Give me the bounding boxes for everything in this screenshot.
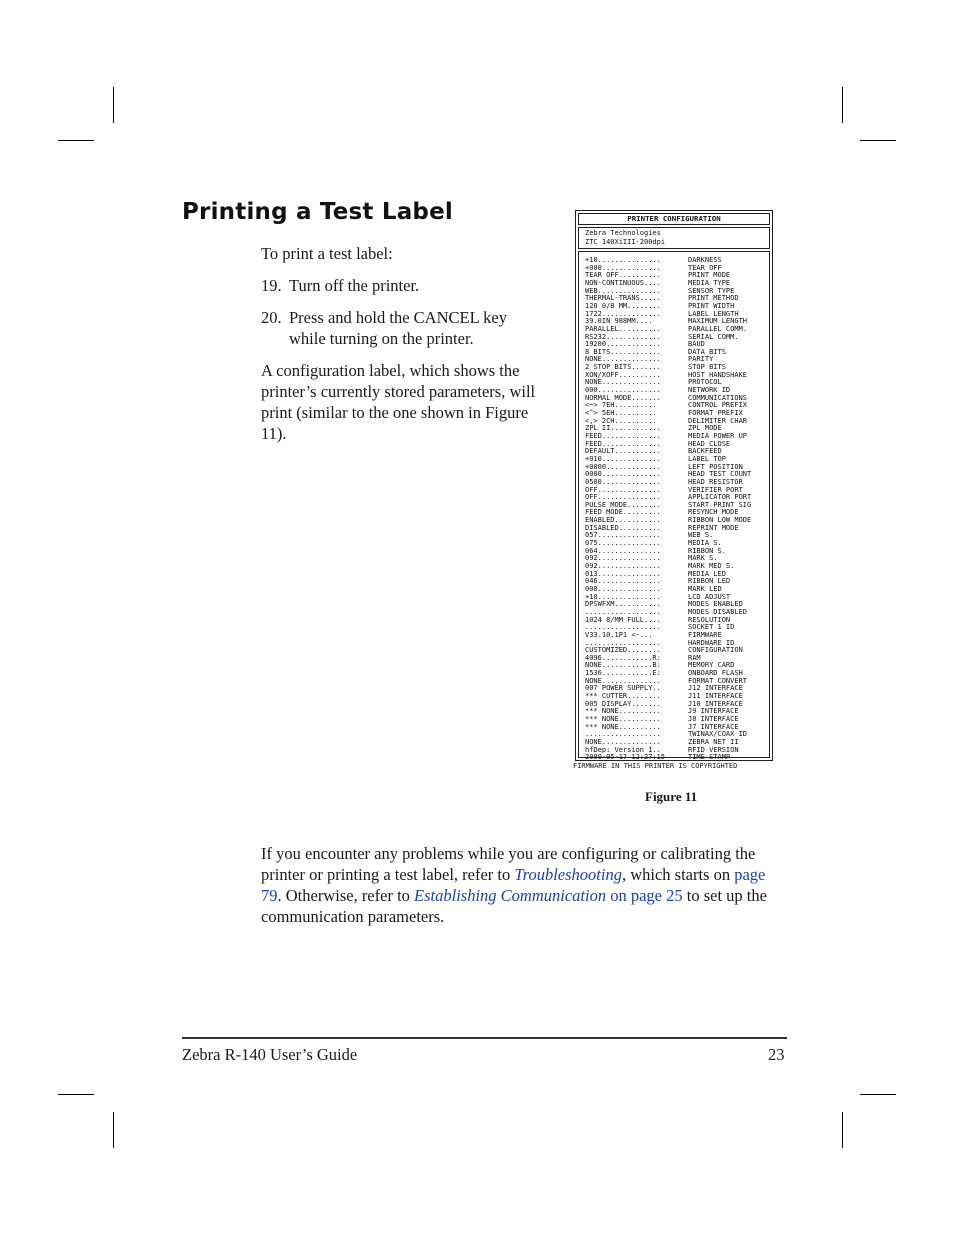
- config-row-value: ..................: [585, 623, 661, 632]
- config-row-label: PRINT METHOD: [688, 294, 739, 303]
- config-row-value: 2 STOP BITS.......: [585, 363, 661, 372]
- config-row-label: HEAD TEST COUNT: [688, 470, 752, 479]
- config-row-label: ONBOARD FLASH: [688, 669, 743, 678]
- figure-caption: Figure 11: [645, 789, 698, 804]
- config-row-value: ..................: [585, 638, 661, 647]
- crop-mark: [842, 1112, 843, 1148]
- config-row-value: NONE..............: [585, 355, 661, 364]
- intro-text: To print a test label:: [261, 244, 393, 263]
- config-row-value: *** CUTTER........: [585, 692, 661, 701]
- crop-mark: [58, 140, 94, 141]
- config-row-label: REPRINT MODE: [688, 523, 739, 532]
- config-row-label: WEB S.: [688, 531, 714, 540]
- config-row-label: MEDIA S.: [688, 539, 722, 548]
- config-row-label: HEAD CLOSE: [688, 439, 731, 448]
- config-row-label: FIRMWARE: [688, 630, 722, 639]
- config-row-label: APPLICATOR PORT: [688, 493, 752, 502]
- crop-mark: [113, 87, 114, 123]
- config-label-list: [578, 251, 770, 762]
- config-row-label: SERIAL COMM.: [688, 332, 739, 341]
- config-row-value: ENABLED...........: [585, 516, 661, 525]
- config-row-label: PARALLEL COMM.: [688, 324, 748, 333]
- config-label-header: PRINTER CONFIGURATION: [578, 213, 770, 225]
- establishing-communication-link[interactable]: Establishing Communication on page 25: [414, 886, 683, 905]
- config-row-label: CONFIGURATION: [688, 646, 743, 655]
- config-row-label: RAM: [688, 653, 701, 662]
- config-row-value: <^> 5EH..........: [585, 409, 657, 417]
- config-row-value: THERMAL-TRANS.....: [585, 294, 661, 303]
- closing-paragraph: If you encounter any problems while you are configuring or calibrating the printer or printing a test label, refer to Troubleshooting, which starts on page 79. Otherwise, refer to Establishing Communication on page 25 to set up the communication parameters.: [261, 844, 767, 926]
- config-row-label: NETWORK ID: [688, 386, 731, 395]
- config-row-value: OFF...............: [585, 493, 661, 502]
- config-row-value: *** NONE..........: [585, 722, 661, 731]
- config-row-label: MAXIMUM LENGTH: [688, 317, 748, 326]
- config-row-label: MARK MED S.: [688, 562, 735, 570]
- config-row-value: 39.0IN 988MM....: [585, 317, 653, 326]
- config-row-value: CUSTOMIZED........: [585, 646, 661, 655]
- config-row-label: J11 INTERFACE: [688, 692, 743, 701]
- config-row-value: NORMAL MODE.......: [585, 393, 661, 402]
- config-row-label: HEAD RESISTOR: [688, 477, 743, 486]
- config-row-label: START PRINT SIG: [688, 500, 752, 509]
- config-row-value: 075...............: [585, 539, 661, 548]
- config-row-value: 19200.............: [585, 340, 661, 349]
- config-row-value: ..................: [585, 607, 661, 616]
- config-row-label: DELIMITER CHAR: [688, 416, 748, 425]
- troubleshooting-link[interactable]: Troubleshooting: [514, 865, 622, 884]
- config-row-label: TEAR OFF: [688, 263, 722, 272]
- config-row-value: OFF...............: [585, 485, 661, 494]
- config-row-value: 013...............: [585, 569, 661, 578]
- config-row-label: MARK S.: [688, 554, 718, 563]
- step-text: Turn off the printer.: [289, 276, 420, 295]
- config-row-label: LCD ADJUST: [688, 592, 731, 601]
- config-row-label: TWINAX/COAX ID: [688, 730, 748, 739]
- config-row-value: 057...............: [585, 531, 661, 540]
- config-row-label: J9 INTERFACE: [688, 707, 739, 716]
- config-row-value: 007 POWER SUPPLY..: [585, 684, 661, 693]
- config-row-value: +10...............: [585, 592, 661, 601]
- config-row-value: +010..............: [585, 454, 661, 463]
- config-row-label: LABEL TOP: [688, 454, 726, 463]
- config-row-label: J10 INTERFACE: [688, 699, 743, 708]
- config-row-label: MEMORY CARD: [688, 661, 735, 670]
- config-row-value: 128 0/8 MM........: [585, 301, 661, 310]
- config-row-label: STOP BITS: [688, 363, 726, 372]
- config-row-value: XON/XOFF..........: [585, 370, 661, 379]
- config-row-label: RFID VERSION: [688, 745, 739, 754]
- config-row-value: 1536............E:: [585, 669, 661, 678]
- config-row-label: MEDIA TYPE: [688, 278, 731, 287]
- crop-mark: [58, 1094, 94, 1095]
- footer-title: Zebra R-140 User’s Guide: [182, 1045, 358, 1064]
- footer-divider: [182, 1037, 787, 1039]
- config-row-value: FEED..............: [585, 439, 661, 448]
- config-row-value: <~> 7EH..........: [585, 401, 657, 410]
- config-row-label: SENSOR TYPE: [688, 286, 735, 295]
- config-row-value: NON-CONTINUOUS....: [585, 278, 661, 287]
- config-row-label: COMMUNICATIONS: [688, 393, 748, 402]
- config-row-value: NONE..............: [585, 737, 661, 746]
- config-row-label: FORMAT PREFIX: [688, 409, 743, 417]
- config-row-value: FEED MODE.........: [585, 508, 661, 517]
- config-row-value: WEB...............: [585, 286, 661, 295]
- config-row-value: NONE............B:: [585, 661, 661, 670]
- config-label-figure: [575, 210, 773, 761]
- step-number: 20.: [261, 308, 282, 327]
- config-row-value: ..................: [585, 730, 661, 739]
- config-row-value: 4096............R:: [585, 653, 661, 662]
- config-row-label: MODES DISABLED: [688, 607, 748, 616]
- config-row: [585, 753, 769, 761]
- config-row-value: RS232.............: [585, 332, 661, 341]
- config-row-label: RIBBON LED: [688, 577, 731, 586]
- config-row-label: VERIFIER PORT: [688, 485, 743, 494]
- config-row-value: V33.10.1P1 <-...: [585, 630, 653, 639]
- config-row-value: 005 DISPLAY.......: [585, 699, 661, 708]
- config-row-value: <,> 2CH..........: [585, 416, 657, 425]
- config-row-label: HARDWARE ID: [688, 638, 735, 647]
- config-row-label: CONTROL PREFIX: [688, 401, 748, 410]
- config-row-value: 1024 8/MM FULL....: [585, 615, 661, 624]
- config-row-value: +10...............: [585, 256, 661, 264]
- config-row-label: DARKNESS: [688, 256, 722, 264]
- step-number: 19.: [261, 276, 282, 295]
- config-row-label: SOCKET 1 ID: [688, 623, 735, 632]
- config-row-value: TEAR OFF..........: [585, 271, 661, 280]
- config-row-label: BACKFEED: [688, 447, 722, 456]
- config-row-value: 2000-05-17 12:27:15: [585, 753, 666, 762]
- config-row-label: J8 INTERFACE: [688, 715, 739, 723]
- crop-mark: [842, 87, 843, 123]
- config-row-value: 092...............: [585, 554, 661, 563]
- step-text: Press and hold the CANCEL key while turning on the printer.: [289, 308, 507, 348]
- crop-mark: [860, 1094, 896, 1095]
- crop-mark: [113, 1112, 114, 1148]
- config-row-value: 092...............: [585, 562, 661, 570]
- config-label-model: Zebra Technologies ZTC 140XiIII-200dpi: [578, 227, 770, 249]
- config-row-value: 046...............: [585, 577, 661, 586]
- config-row-label: RIBBON S.: [688, 546, 726, 555]
- config-row-label: LEFT POSITION: [688, 462, 743, 471]
- config-row-label: LABEL LENGTH: [688, 309, 739, 318]
- page-title: Printing a Test Label: [182, 199, 453, 225]
- config-row-value: FEED..............: [585, 431, 661, 440]
- page-number: 23: [768, 1045, 785, 1064]
- config-row-value: 0000..............: [585, 470, 661, 479]
- config-row-value: DISABLED..........: [585, 523, 661, 532]
- config-row-label: BAUD: [688, 340, 705, 349]
- config-row-label: RESYNCH MODE: [688, 508, 739, 517]
- config-row-label: ZPL MODE: [688, 424, 722, 433]
- config-row-label: RESOLUTION: [688, 615, 731, 624]
- crop-mark: [860, 140, 896, 141]
- config-label-footer: FIRMWARE IN THIS PRINTER IS COPYRIGHTED: [573, 762, 738, 770]
- config-row-value: DPSWFXM...........: [585, 600, 661, 609]
- config-row-value: 0500..............: [585, 477, 661, 486]
- config-row-value: 000...............: [585, 584, 661, 593]
- config-row-label: MODES ENABLED: [688, 600, 743, 609]
- config-row-label: MARK LED: [688, 584, 722, 593]
- config-row-value: DEFAULT...........: [585, 447, 661, 456]
- config-row-label: MEDIA LED: [688, 569, 726, 578]
- config-row-value: *** NONE..........: [585, 715, 661, 723]
- config-row-value: 064...............: [585, 546, 661, 555]
- config-paragraph: A configuration label, which shows the printer’s currently stored parameters, will print (similar to the one shown in Figure 11).: [261, 361, 536, 443]
- config-row-label: MEDIA POWER UP: [688, 431, 748, 440]
- config-row-value: NONE..............: [585, 676, 661, 685]
- config-row-value: PARALLEL..........: [585, 324, 661, 333]
- config-row-label: TIME STAMP: [688, 753, 731, 762]
- config-row-value: ZPL II............: [585, 424, 661, 433]
- config-row-label: PRINT WIDTH: [688, 301, 735, 310]
- config-row-label: J12 INTERFACE: [688, 684, 743, 693]
- config-row-label: ZEBRA NET II: [688, 737, 739, 746]
- config-row-value: +0000.............: [585, 462, 661, 471]
- config-row-value: +000..............: [585, 263, 661, 272]
- config-row-label: PROTOCOL: [688, 378, 722, 387]
- config-row-value: 1722..............: [585, 309, 661, 318]
- config-row-value: 000...............: [585, 386, 661, 395]
- page-79-link[interactable]: page 79: [261, 865, 766, 905]
- config-row-label: PRINT MODE: [688, 271, 731, 280]
- config-row-value: NONE..............: [585, 378, 661, 387]
- config-row-label: PARITY: [688, 355, 714, 364]
- config-row-value: 8 BITS............: [585, 347, 661, 356]
- config-row-label: J7 INTERFACE: [688, 722, 739, 731]
- config-row-value: *** NONE..........: [585, 707, 661, 716]
- config-row-label: HOST HANDSHAKE: [688, 370, 748, 379]
- config-row-label: DATA BITS: [688, 347, 726, 356]
- config-row-label: FORMAT CONVERT: [688, 676, 748, 685]
- config-row-label: RIBBON LOW MODE: [688, 516, 752, 525]
- config-row-value: PULSE MODE........: [585, 500, 661, 509]
- config-row-value: hfDep: Version 1..: [585, 745, 661, 754]
